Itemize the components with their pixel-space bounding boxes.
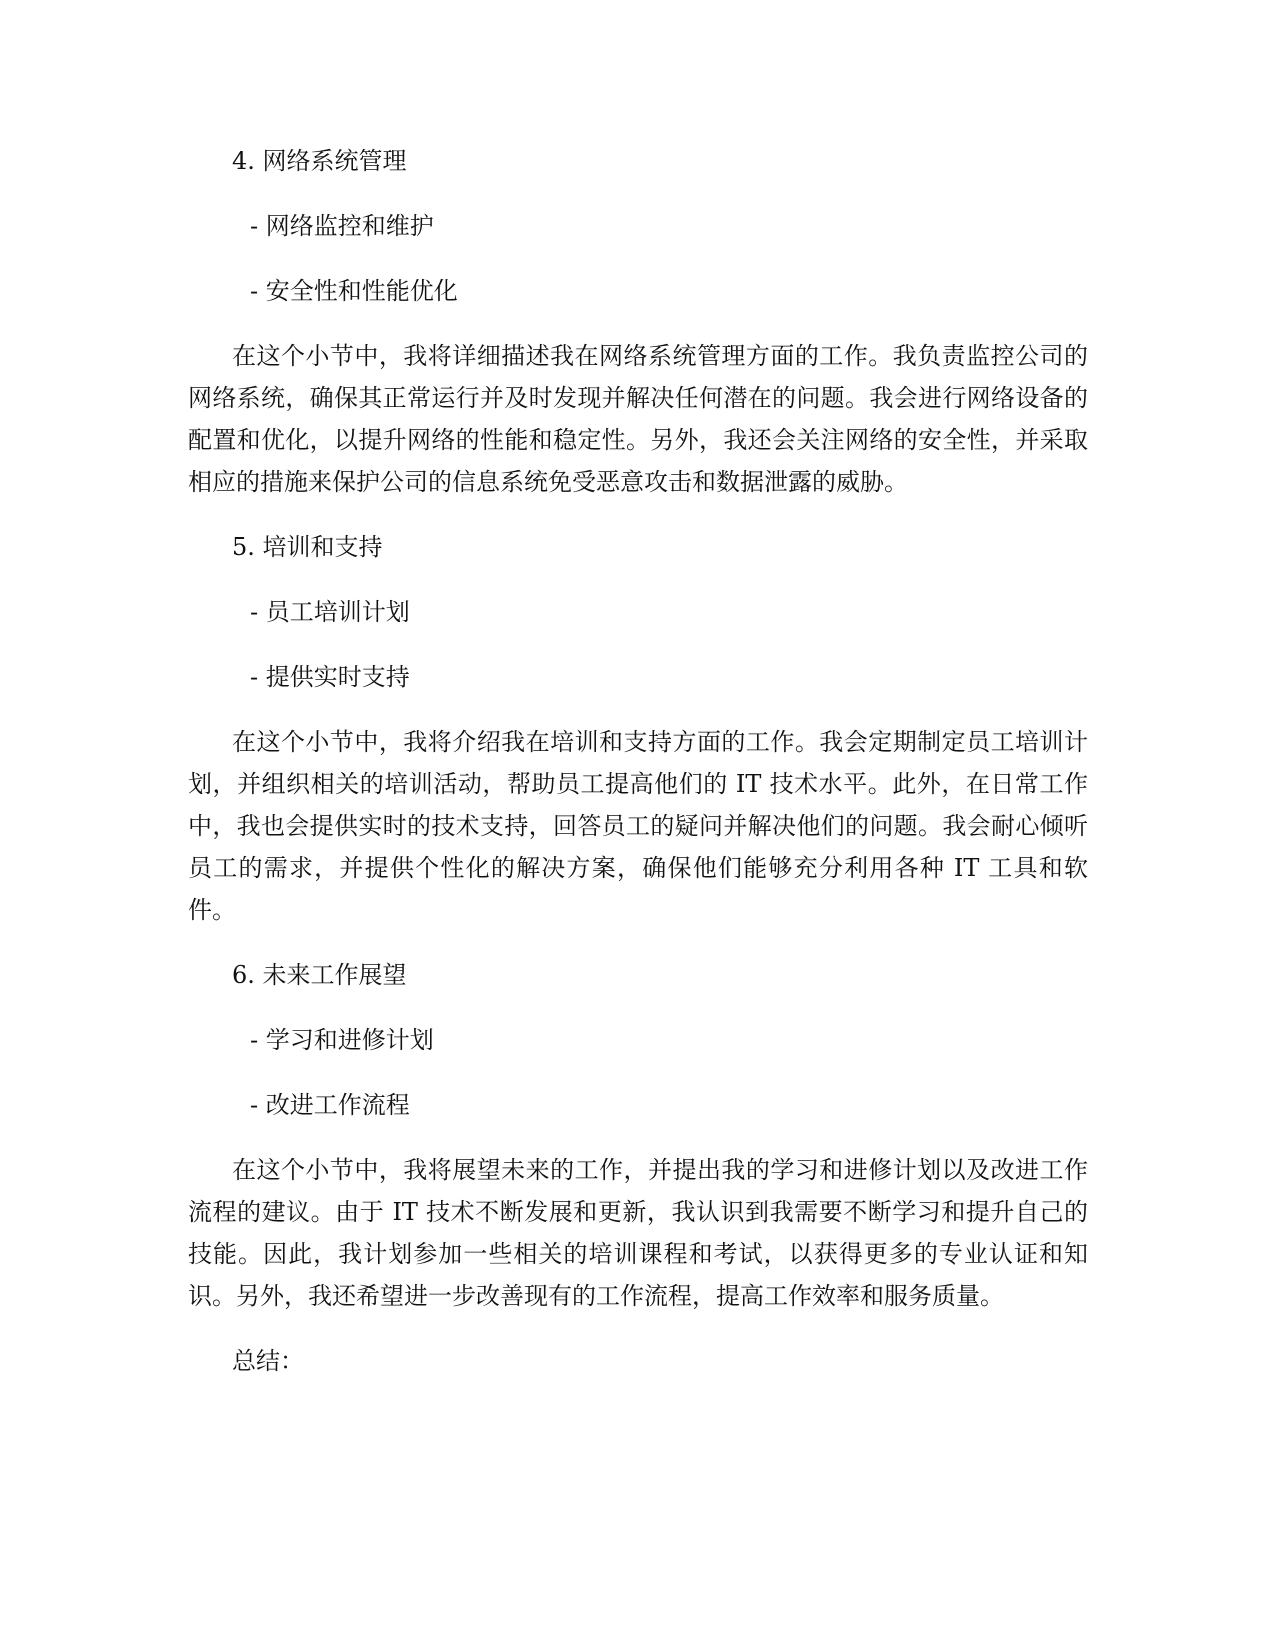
section-future-outlook xyxy=(188,954,1088,1317)
section-heading: 6. 未来工作展望 xyxy=(232,961,407,989)
bullet-item: - 改进工作流程 xyxy=(250,1091,410,1119)
section-network-management xyxy=(188,140,1088,503)
bullet-item: - 员工培训计划 xyxy=(250,598,410,626)
summary-label: 总结： xyxy=(232,1347,304,1375)
bullet-item: - 安全性和性能优化 xyxy=(250,277,458,305)
document-body xyxy=(188,140,1088,1382)
section-training-support xyxy=(188,526,1088,931)
section-heading: 5. 培训和支持 xyxy=(232,533,383,561)
bullet-item: - 提供实时支持 xyxy=(250,663,410,691)
section-heading: 4. 网络系统管理 xyxy=(232,147,407,175)
section-paragraph: 在这个小节中，我将展望未来的工作，并提出我的学习和进修计划以及改进工作流程的建议。由于 IT 技术不断发展和更新，我认识到我需要不断学习和提升自己的技能。因此，我计划参加一些相关的培训课程和考试，以获得更多的专业认证和知识。另外，我还希望进一步改善现有的工作流程，提高工作效率和服务质量。 xyxy=(188,1156,1088,1310)
section-paragraph: 在这个小节中，我将介绍我在培训和支持方面的工作。我会定期制定员工培训计划，并组织相关的培训活动，帮助员工提高他们的 IT 技术水平。此外，在日常工作中，我也会提供实时的技术支持，回答员工的疑问并解决他们的问题。我会耐心倾听员工的需求，并提供个性化的解决方案，确保他们能够充分利用各种 IT 工具和软件。 xyxy=(188,728,1088,924)
section-paragraph: 在这个小节中，我将详细描述我在网络系统管理方面的工作。我负责监控公司的网络系统，确保其正常运行并及时发现并解决任何潜在的问题。我会进行网络设备的配置和优化，以提升网络的性能和稳定性。另外，我还会关注网络的安全性，并采取相应的措施来保护公司的信息系统免受恶意攻击和数据泄露的威胁。 xyxy=(188,342,1088,496)
bullet-item: - 学习和进修计划 xyxy=(250,1026,434,1054)
bullet-item: - 网络监控和维护 xyxy=(250,212,434,240)
